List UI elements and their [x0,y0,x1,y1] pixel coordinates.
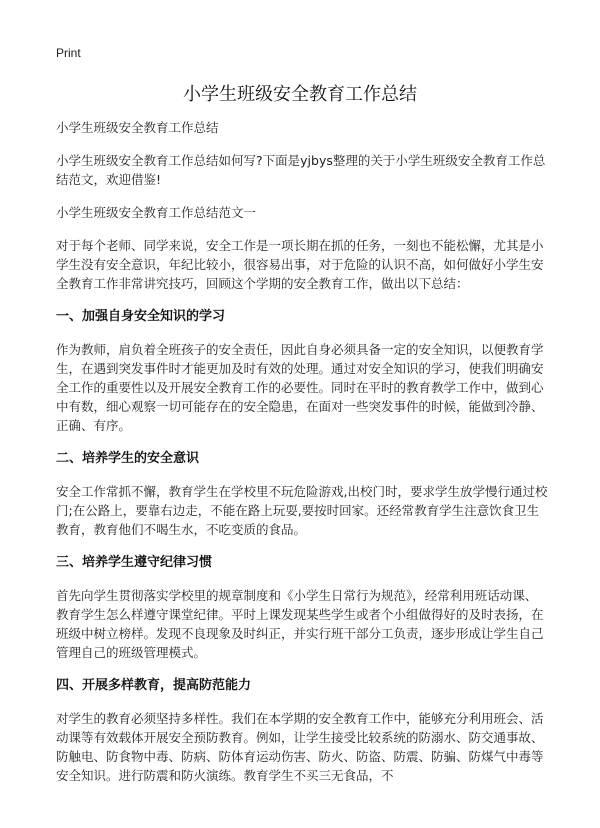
section-heading-4: 四、开展多样教育，提高防范能力 [56,678,252,693]
paragraph-section-2: 安全工作常抓不懈，教育学生在学校里不玩危险游戏,出校门时，要求学生放学慢行通过校门;在公路上，要靠右边走，不能在路上玩耍,要按时回家。还经常教育学生注意饮食卫生教育，教育他们不喝生水，不吃变质的食品。 [56,484,548,537]
paragraph-intro: 小学生班级安全教育工作总结如何写?下面是yjbys整理的关于小学生班级安全教育工作总结范文，欢迎借鉴! [56,153,546,187]
page-title: 小学生班级安全教育工作总结 [183,84,417,105]
paragraph-section-3: 首先向学生贯彻落实学校里的规章制度和《小学生日常行为规范》，经常利用班话动课、教育学生怎么样遵守课堂纪律。平时上课发现某些学生或者个小组做得好的及时表扬，在班级中树立榜样。发现不良现象及时纠正，并实行班干部分工负责，逐步形成让学生自己管理自己的班级管理模式。 [56,588,544,660]
document-body [56,118,548,799]
print-label: Print [56,46,81,60]
paragraph-section-4: 对学生的教育必须坚持多样性。我们在本学期的安全教育工作中，能够充分利用班会、活动课等有效载体开展安全预防教育。例如，让学生接受比较系统的防溺水、防交通事故、防触电、防食物中毒、防病、防体育运动伤害、防火、防盗、防震、防骗、防煤气中毒等安全知识。进行防震和防火演练。教育学生不买三无食品，不 [56,711,544,783]
paragraph-subtitle: 小学生班级安全教育工作总结 [56,120,219,135]
section-heading-2: 二、培养学生的安全意识 [56,451,200,466]
paragraph-overview: 对于每个老师、同学来说，安全工作是一项长期在抓的任务，一刻也不能松懈，尤其是小学生没有安全意识，年纪比较小，很容易出事，对于危险的认识不高，如何做好小学生安全教育工作非常讲究技巧，回顾这个学期的安全教育工作，做出以下总结： [56,238,544,291]
section-heading-1: 一、加强自身安全知识的学习 [56,309,226,324]
paragraph-sample-title: 小学生班级安全教育工作总结范文一 [56,205,257,220]
paragraph-section-1: 作为教师，肩负着全班孩子的安全责任，因此自身必须具备一定的安全知识，以便教育学生，在遇到突发事件时才能更加及时有效的处理。通过对安全知识的学习，使我们明确安全工作的重要性以及开展安全教育工作的必要性。同时在平时的教育教学工作中，做到心中有数，细心观察一切可能存在的安全隐患，在面对一些突发事件的时候，能做到冷静、正确、有序。 [56,342,544,433]
section-heading-3: 三、培养学生遵守纪律习惯 [56,555,213,570]
